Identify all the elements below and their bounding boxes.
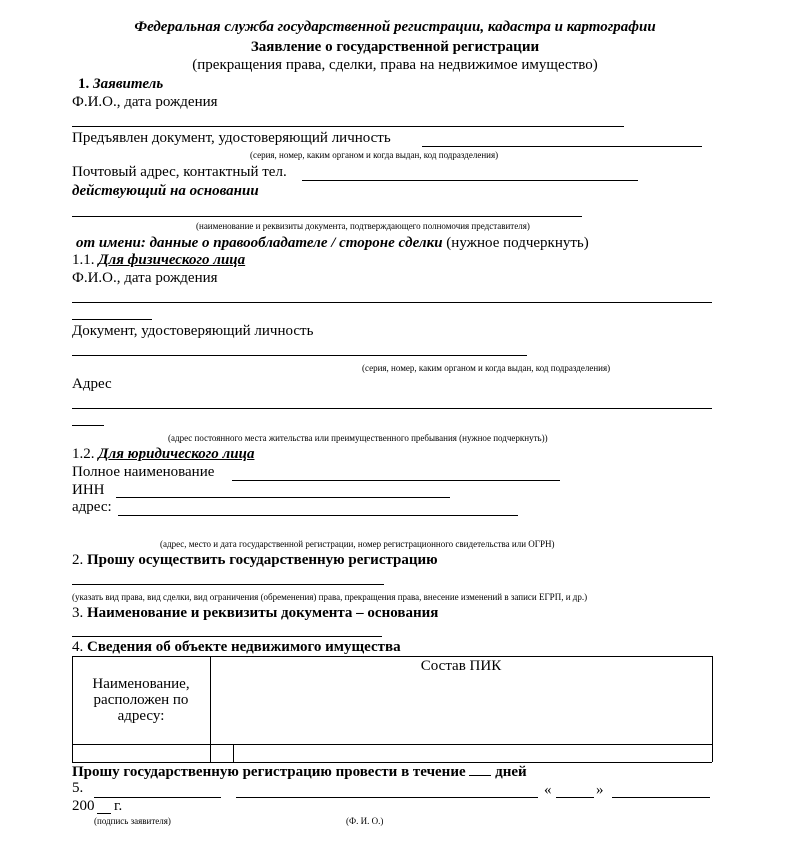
- individual-address-line-cont[interactable]: [72, 425, 104, 426]
- date-year-suffix: г.: [114, 798, 123, 814]
- date-quote-open: «: [544, 782, 552, 798]
- section2-number: 2.: [72, 552, 84, 568]
- individual-heading: [72, 253, 245, 268]
- legal-heading: [72, 447, 254, 462]
- applicant-postal-label: Почтовый адрес, контактный тел.: [72, 164, 287, 180]
- legal-address-line[interactable]: [118, 515, 518, 516]
- section4-number: 4.: [72, 639, 84, 655]
- applicant-acting-label: действующий на основании: [72, 183, 259, 199]
- date-year-field[interactable]: [97, 813, 111, 814]
- section2-line[interactable]: [72, 584, 384, 585]
- individual-address-hint: (адрес постоянного места жительства или преимущественного пребывания (нужное подчеркнуть)): [168, 433, 548, 443]
- section2-heading: [72, 553, 438, 568]
- signature-hint: (подпись заявителя): [94, 816, 171, 826]
- section2-title: Прошу осуществить государственную регистрацию: [87, 552, 438, 568]
- table-header-address: Наименование, расположен по адресу:: [92, 676, 190, 724]
- legal-full-name-line[interactable]: [232, 480, 560, 481]
- registration-term-row: [72, 764, 527, 780]
- individual-number: 1.1.: [72, 252, 95, 268]
- on-behalf-label: от имени: данные о правообладателе / стороне сделки: [76, 235, 443, 251]
- date-year-prefix: 200: [72, 798, 95, 814]
- legal-inn-line[interactable]: [116, 497, 450, 498]
- individual-id-doc-line[interactable]: [72, 355, 527, 356]
- individual-address-line[interactable]: [72, 408, 712, 409]
- date-day-field[interactable]: [556, 797, 594, 798]
- date-month-field[interactable]: [612, 797, 710, 798]
- agency-name: Федеральная служба государственной регистрации, кадастра и картографии: [134, 19, 656, 35]
- fio-line[interactable]: [236, 797, 538, 798]
- table-top-border: [72, 656, 712, 657]
- registration-days-label: дней: [495, 764, 527, 780]
- legal-full-name-label: Полное наименование: [72, 464, 215, 480]
- applicant-fio-label: Ф.И.О., дата рождения: [72, 94, 218, 110]
- individual-title: Для физического лица: [98, 252, 246, 268]
- section4-title: Сведения об объекте недвижимого имущества: [87, 639, 401, 655]
- legal-number: 1.2.: [72, 446, 95, 462]
- individual-id-doc-label: Документ, удостоверяющий личность: [72, 323, 314, 339]
- form-title: Заявление о государственной регистрации: [250, 39, 540, 55]
- table-cell-pik-a[interactable]: [211, 745, 232, 761]
- table-right-border: [712, 656, 713, 762]
- applicant-acting-hint: (наименование и реквизиты документа, подтверждающего полномочия представителя): [196, 221, 530, 231]
- individual-fio-label: Ф.И.О., дата рождения: [72, 270, 218, 286]
- legal-address-label: адрес:: [72, 499, 112, 515]
- applicant-acting-line[interactable]: [72, 216, 582, 217]
- section3-line[interactable]: [72, 636, 382, 637]
- individual-fio-line[interactable]: [72, 302, 712, 303]
- applicant-title: Заявитель: [93, 76, 164, 92]
- applicant-id-doc-hint: (серия, номер, каким органом и когда выдан, код подразделения): [250, 150, 499, 160]
- on-behalf-row: [76, 236, 589, 251]
- table-bottom-border: [72, 762, 712, 763]
- table-header-pik: Состав ПИК: [420, 658, 502, 674]
- applicant-id-doc-label: Предъявлен документ, удостоверяющий личность: [72, 130, 391, 146]
- applicant-heading: [78, 77, 163, 92]
- on-behalf-note: (нужное подчеркнуть): [446, 235, 589, 251]
- applicant-id-doc-line[interactable]: [422, 146, 702, 147]
- section5-number: 5.: [72, 780, 84, 796]
- legal-hint: (адрес, место и дата государственной регистрации, номер регистрационного свидетельства или ОГРН): [160, 539, 555, 549]
- table-cell-address-value[interactable]: [73, 745, 209, 761]
- legal-inn-label: ИНН: [72, 482, 105, 498]
- individual-address-label: Адрес: [72, 376, 112, 392]
- section2-hint: (указать вид права, вид сделки, вид ограничения (обременения) права, прекращения права, внесение изменений в записи ЕГРП, и др.): [72, 592, 588, 602]
- individual-id-doc-hint: (серия, номер, каким органом и когда выдан, код подразделения): [362, 363, 611, 373]
- date-quote-close: »: [596, 782, 604, 798]
- fio-hint: (Ф. И. О.): [346, 816, 384, 826]
- applicant-postal-line[interactable]: [302, 180, 638, 181]
- applicant-number: 1.: [78, 76, 90, 92]
- section3-number: 3.: [72, 605, 84, 621]
- individual-fio-line-cont[interactable]: [72, 319, 152, 320]
- applicant-fio-line[interactable]: [72, 126, 624, 127]
- registration-term-label: Прошу государственную регистрацию провести в течение: [72, 764, 466, 780]
- section4-heading: [72, 640, 401, 655]
- registration-days-field[interactable]: [469, 764, 491, 776]
- section3-title: Наименование и реквизиты документа – основания: [87, 605, 439, 621]
- table-cell-pik-b[interactable]: [234, 745, 711, 761]
- legal-title: Для юридического лица: [98, 446, 255, 462]
- section3-heading: [72, 606, 438, 621]
- form-subtitle: (прекращения права, сделки, права на недвижимое имущество): [192, 57, 598, 73]
